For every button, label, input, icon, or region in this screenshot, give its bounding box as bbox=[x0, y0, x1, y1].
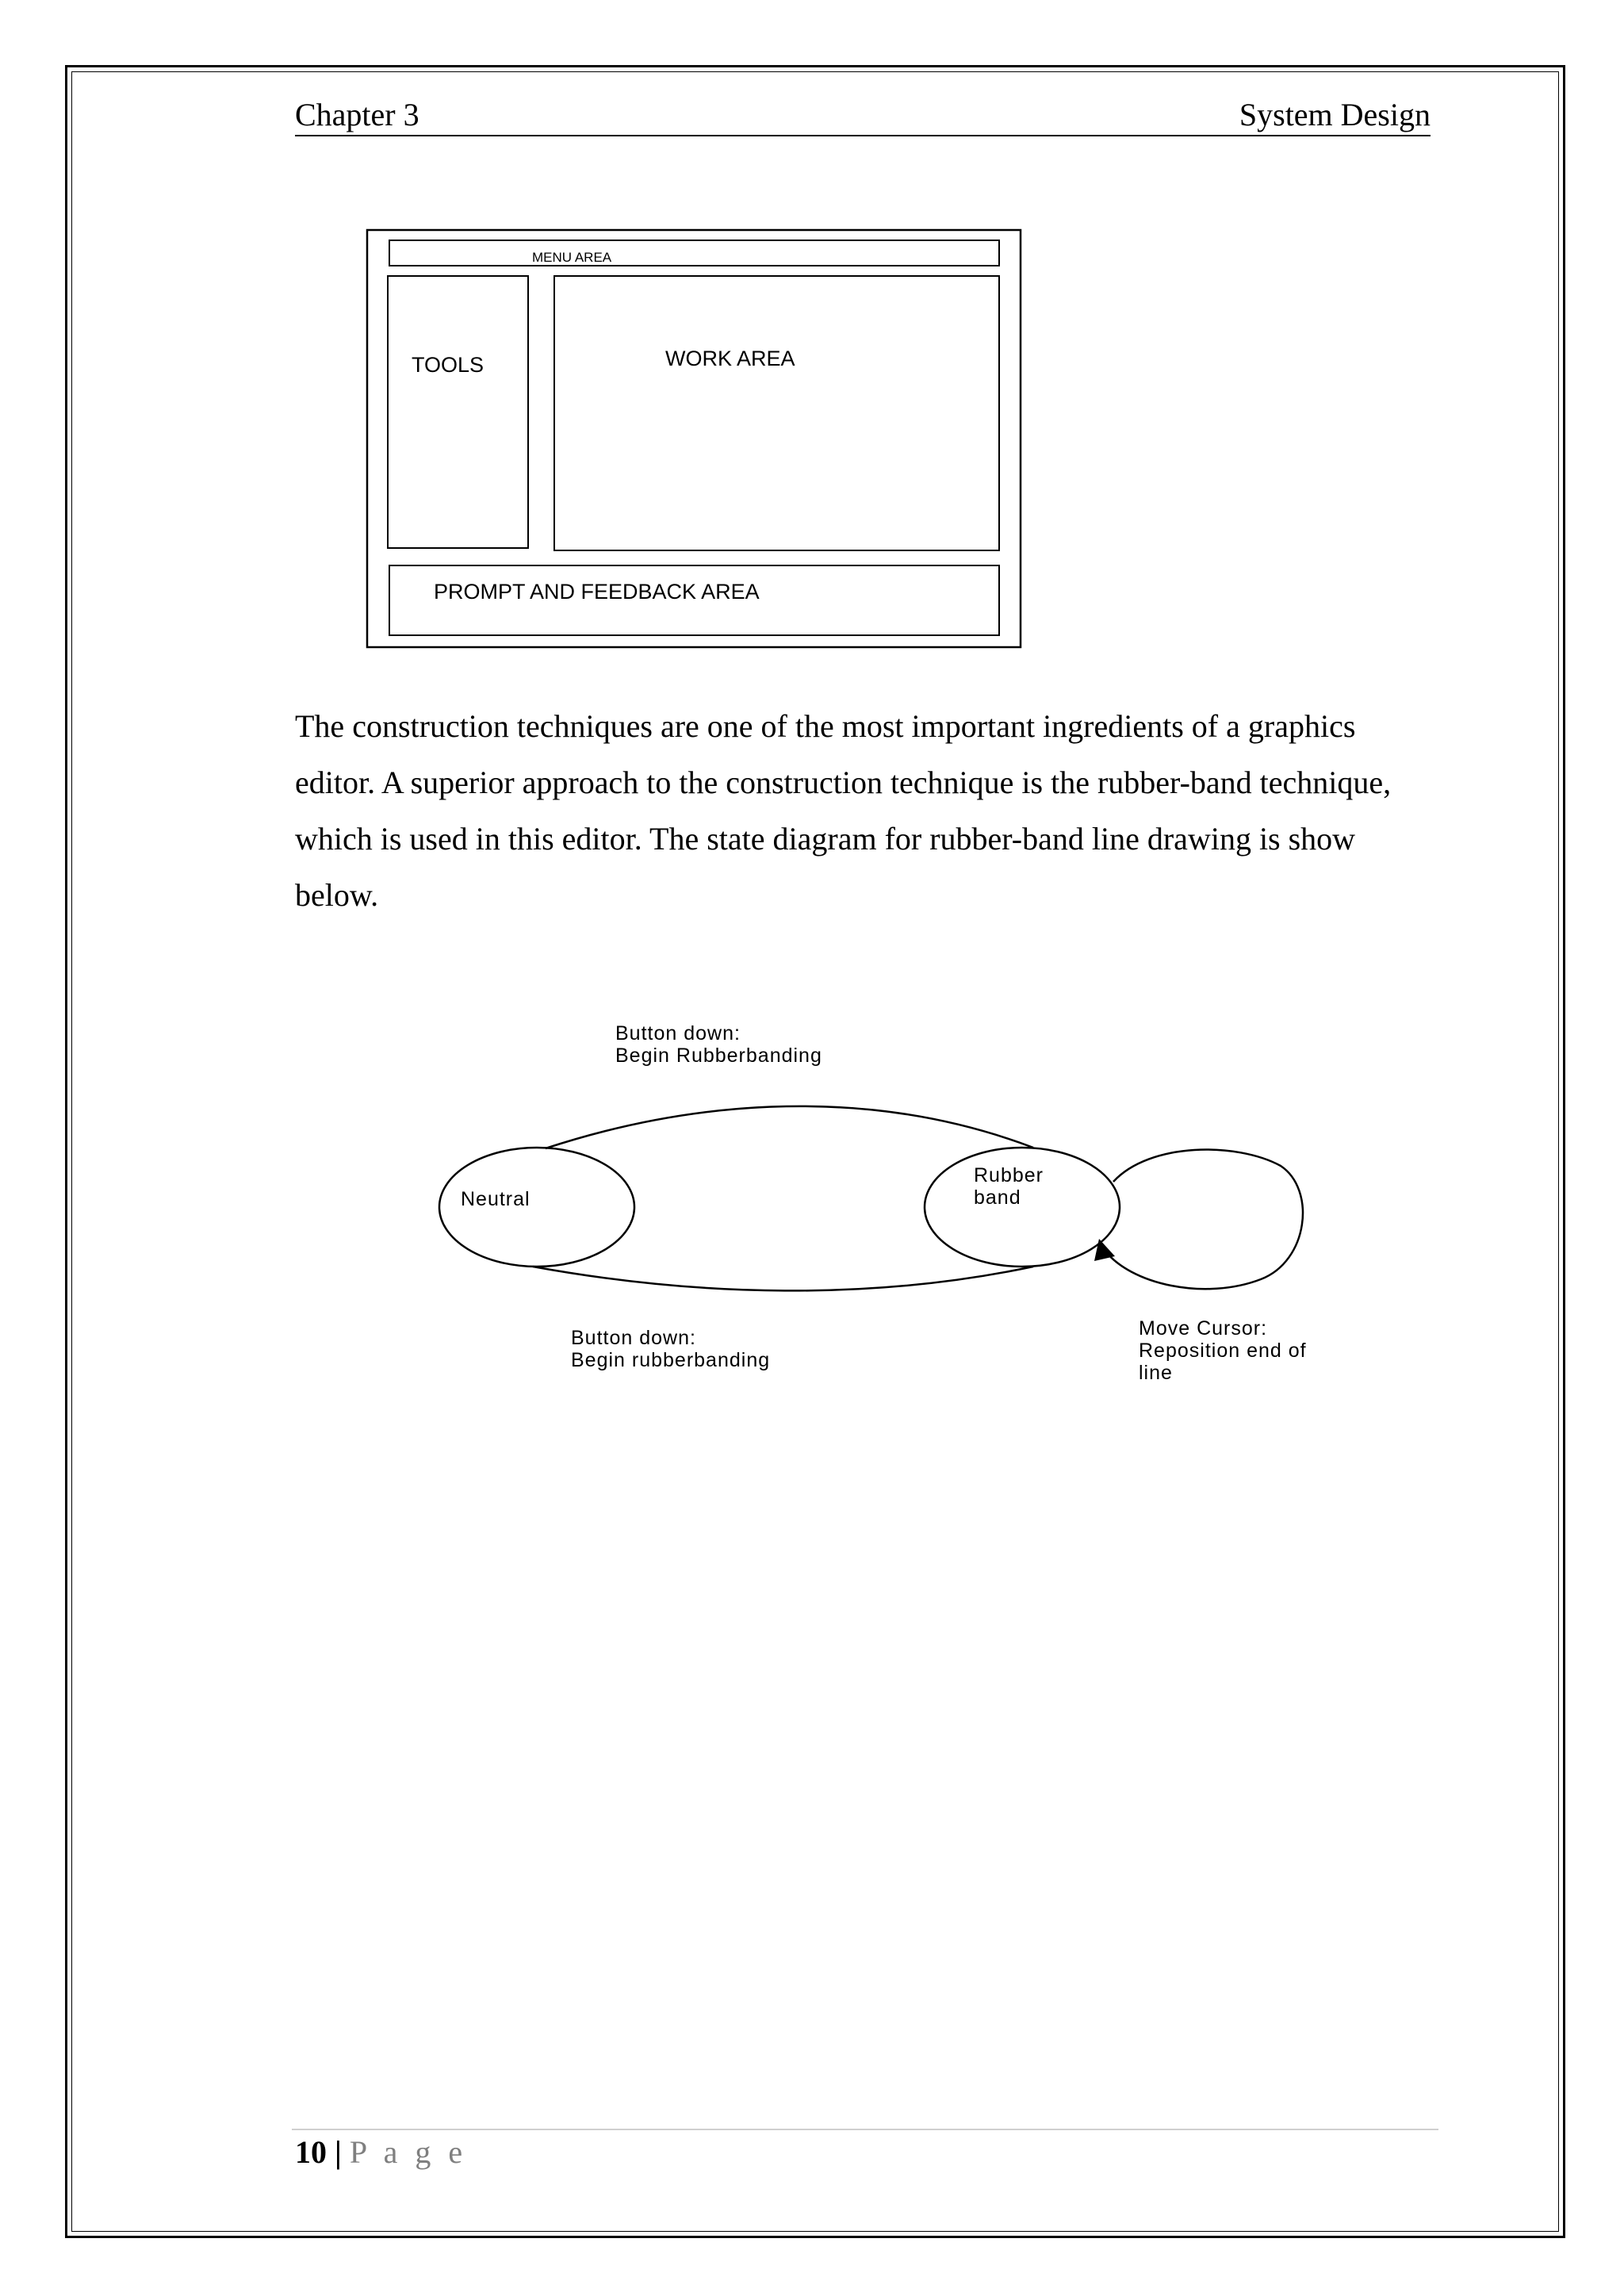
bottom-transition-label-line1: Button down: bbox=[571, 1327, 696, 1349]
top-transition-label-line2: Begin Rubberbanding bbox=[615, 1045, 822, 1067]
paragraph-text: The construction techniques are one of the most important ingredients of a graphics editor. A superior approach to the construction technique is the rubber-band technique, which is used in this editor. The state diagram for rubber-band line drawing is show below. bbox=[295, 708, 1392, 913]
work-area-label: WORK AREA bbox=[665, 347, 795, 370]
top-transition-arc bbox=[546, 1106, 1033, 1148]
rubber-band-state-label-line1: Rubber bbox=[974, 1164, 1044, 1186]
top-transition-label-line1: Button down: bbox=[615, 1022, 741, 1045]
header-chapter: Chapter 3 bbox=[295, 97, 419, 132]
prompt-area-label: PROMPT AND FEEDBACK AREA bbox=[434, 580, 760, 604]
page-number: 10 bbox=[295, 2134, 327, 2170]
header-section: System Design bbox=[1239, 97, 1431, 132]
menu-area-label: MENU AREA bbox=[532, 250, 612, 265]
neutral-state-label: Neutral bbox=[461, 1188, 530, 1210]
page-footer bbox=[295, 2133, 467, 2171]
self-loop-arc bbox=[1104, 1150, 1303, 1290]
footer-divider bbox=[292, 2129, 1438, 2130]
footer-separator: | bbox=[335, 2134, 342, 2170]
tools-label: TOOLS bbox=[412, 353, 485, 377]
rubber-band-state-label-line2: band bbox=[974, 1186, 1021, 1209]
bottom-transition-label-line2: Begin rubberbanding bbox=[571, 1349, 771, 1371]
loop-label-line3: line bbox=[1139, 1362, 1173, 1384]
loop-label-line1: Move Cursor: bbox=[1139, 1317, 1268, 1340]
bottom-transition-arc bbox=[533, 1267, 1033, 1290]
loop-label-line2: Reposition end of bbox=[1139, 1340, 1307, 1362]
footer-page-word: P a g e bbox=[349, 2134, 468, 2170]
